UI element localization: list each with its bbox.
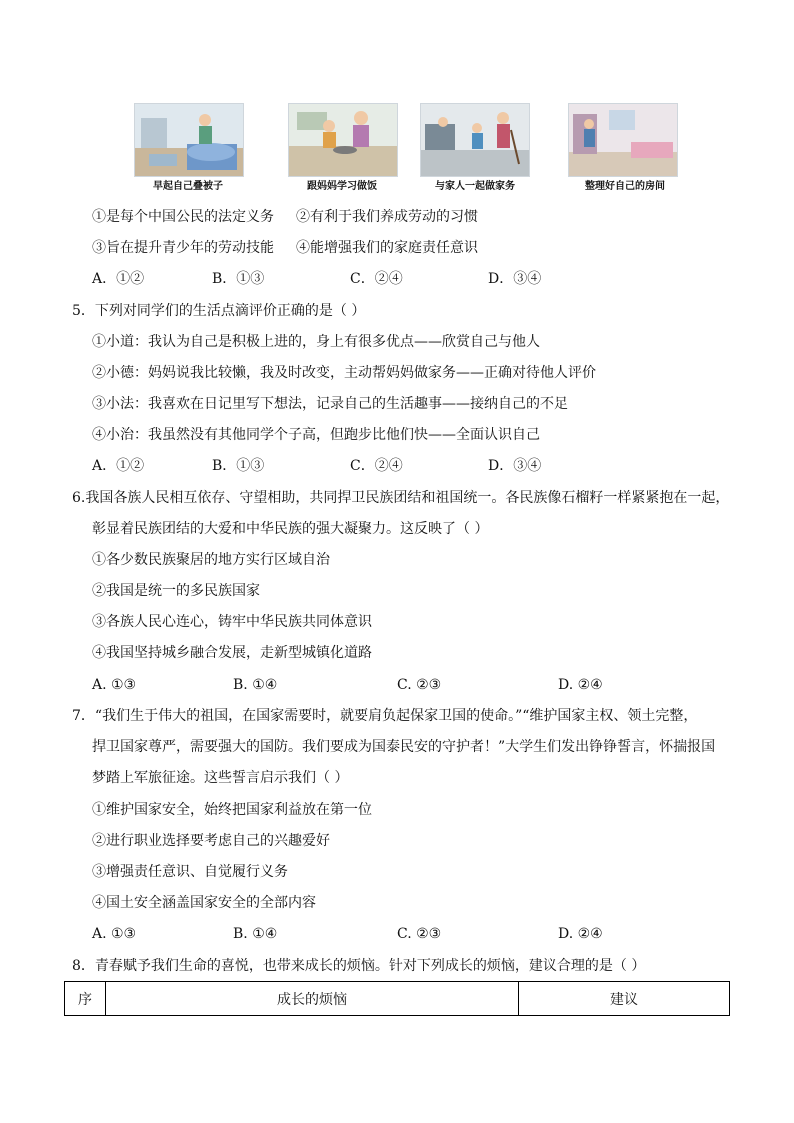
q4-statement: ③旨在提升青少年的劳动技能	[92, 240, 274, 256]
family-housework-illustration	[420, 103, 530, 177]
cooking-with-mom-illustration	[288, 103, 398, 177]
q5-stem: 5．下列对同学们的生活点滴评价正确的是（ ）	[72, 303, 366, 319]
q6-statement: ③各族人民心连心，铸牢中华民族共同体意识	[92, 614, 372, 630]
q7-option-d[interactable]: D. ②④	[558, 926, 603, 942]
q6-statement: ②我国是统一的多民族国家	[92, 583, 260, 599]
q4-option-d[interactable]: D．③④	[488, 271, 542, 287]
q6-statement: ①各少数民族聚居的地方实行区域自治	[92, 552, 330, 568]
q6-option-b[interactable]: B. ①④	[233, 677, 278, 693]
q4-statement: ②有利于我们养成劳动的习惯	[296, 209, 478, 225]
q4-option-c[interactable]: C．②④	[350, 271, 403, 287]
q7-stem-line: 捍卫国家尊严，需要强大的国防。我们要成为国泰民安的守护者！”大学生们发出铮铮誓言，怀揣报国	[92, 739, 716, 755]
q5-statement: ④小治：我虽然没有其他同学个子高，但跑步比他们快——全面认识自己	[92, 427, 540, 443]
q6-stem-line: 6.我国各族人民相互依存、守望相助，共同捍卫民族团结和祖国统一。各民族像石榴籽一样紧紧抱在一起，	[72, 490, 730, 506]
q7-statement: ②进行职业选择要考虑自己的兴趣爱好	[92, 833, 330, 849]
q6-option-c[interactable]: C. ②③	[397, 677, 442, 693]
q6-option-a[interactable]: A. ①③	[92, 677, 137, 693]
q4-option-b[interactable]: B．①③	[212, 271, 265, 287]
q6-stem-line: 彰显着民族团结的大爱和中华民族的强大凝聚力。这反映了（ ）	[92, 521, 489, 537]
tidy-room-illustration	[568, 103, 678, 177]
q5-option-d[interactable]: D．③④	[488, 458, 542, 474]
q4-option-a[interactable]: A．①②	[92, 271, 145, 287]
folding-quilt-illustration	[134, 103, 244, 177]
image-caption: 跟妈妈学习做饭	[307, 181, 377, 192]
q5-option-b[interactable]: B．①③	[212, 458, 265, 474]
image-caption: 整理好自己的房间	[585, 181, 665, 192]
q5-option-a[interactable]: A．①②	[92, 458, 145, 474]
q5-option-c[interactable]: C．②④	[350, 458, 403, 474]
q7-option-c[interactable]: C. ②③	[397, 926, 442, 942]
q4-statement: ①是每个中国公民的法定义务	[92, 209, 274, 225]
q7-option-a[interactable]: A. ①③	[92, 926, 137, 942]
q8-stem: 8．青春赋予我们生命的喜悦，也带来成长的烦恼。针对下列成长的烦恼，建议合理的是（ ）	[72, 958, 646, 974]
table-header-index: 序	[65, 982, 106, 1016]
table-header-row	[65, 982, 730, 1016]
q5-statement: ①小道：我认为自己是积极上进的，身上有很多优点——欣赏自己与他人	[92, 334, 540, 350]
q7-stem-line: 梦踏上军旅征途。这些誓言启示我们（ ）	[92, 770, 349, 786]
image-caption: 早起自己叠被子	[153, 181, 223, 192]
q7-statement: ①维护国家安全，始终把国家利益放在第一位	[92, 802, 372, 818]
table-header-trouble: 成长的烦恼	[106, 982, 519, 1016]
q7-statement: ③增强责任意识、自觉履行义务	[92, 864, 288, 880]
image-caption: 与家人一起做家务	[435, 181, 515, 192]
q6-option-d[interactable]: D. ②④	[558, 677, 603, 693]
q7-stem-line: 7．“我们生于伟大的祖国，在国家需要时，就要肩负起保家卫国的使命。”“维护国家主权、领土完整，	[72, 708, 698, 724]
q7-option-b[interactable]: B. ①④	[233, 926, 278, 942]
q4-statement: ④能增强我们的家庭责任意识	[296, 240, 478, 256]
q5-statement: ②小德：妈妈说我比较懒，我及时改变，主动帮妈妈做家务——正确对待他人评价	[92, 365, 596, 381]
table-header-advice: 建议	[519, 982, 730, 1016]
q8-table	[64, 981, 730, 1016]
q7-statement: ④国土安全涵盖国家安全的全部内容	[92, 895, 316, 911]
q5-statement: ③小法：我喜欢在日记里写下想法，记录自己的生活趣事——接纳自己的不足	[92, 396, 568, 412]
q6-statement: ④我国坚持城乡融合发展，走新型城镇化道路	[92, 645, 372, 661]
